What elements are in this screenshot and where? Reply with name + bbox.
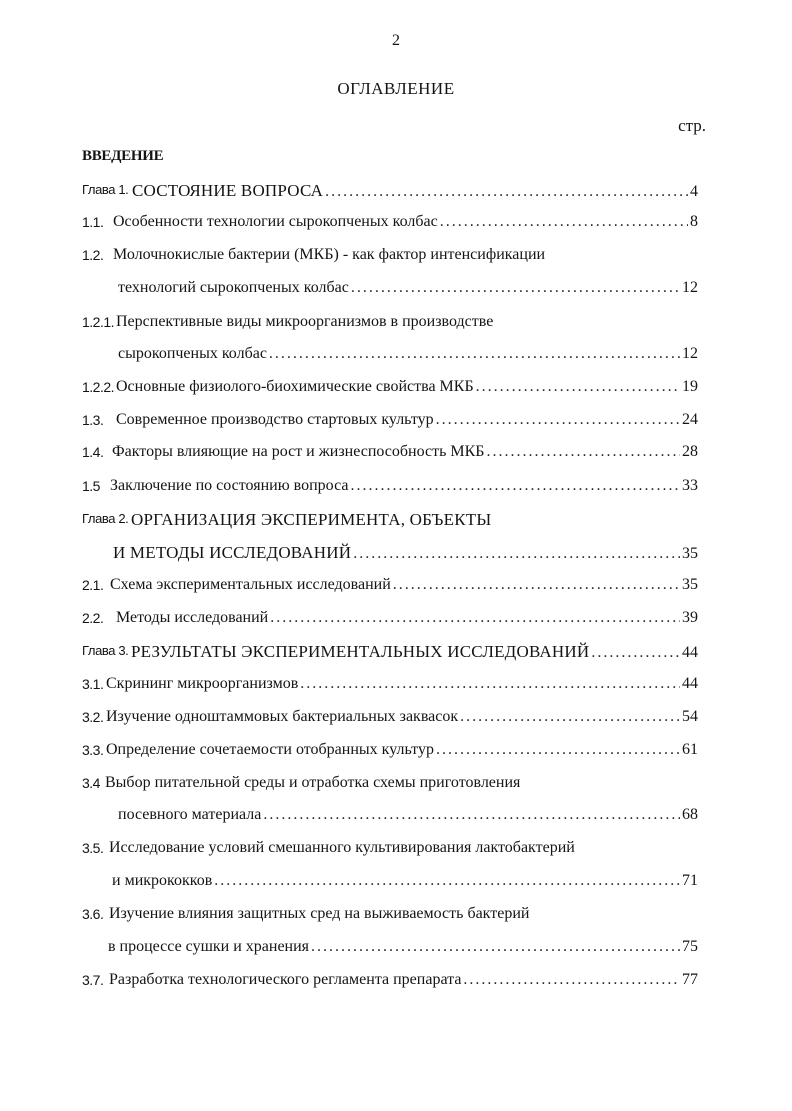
toc-entry-3-6-cont bbox=[0, 938, 792, 962]
entry-number: Глава 3. bbox=[82, 643, 129, 658]
entry-page: 71 bbox=[682, 872, 698, 889]
entry-number: Глава 1. bbox=[82, 182, 129, 197]
entry-page: 12 bbox=[682, 345, 698, 362]
dot-leader bbox=[353, 545, 680, 563]
dot-leader bbox=[263, 806, 680, 824]
entry-text-continued: сырокопченых колбас bbox=[118, 345, 267, 362]
entry-number: 3.6. bbox=[82, 906, 104, 922]
toc-entry-1-2-cont bbox=[0, 279, 792, 303]
dot-leader bbox=[476, 378, 680, 396]
toc-entry-3-2 bbox=[0, 708, 792, 732]
toc-entry-3-5-cont bbox=[0, 872, 792, 896]
entry-text-continued: технологий сырокопченых колбас bbox=[118, 279, 349, 296]
entry-page: 44 bbox=[682, 644, 698, 661]
entry-text: Скрининг микроорганизмов bbox=[106, 675, 299, 692]
toc-entry-chapter-2-cont bbox=[0, 543, 792, 567]
entry-text: Молочнокислые бактерии (МКБ) - как фактор интенсификации bbox=[113, 246, 546, 263]
toc-entry-2-2 bbox=[0, 609, 792, 633]
entry-page: 44 bbox=[682, 675, 698, 692]
dot-leader bbox=[350, 477, 680, 495]
toc-entry-3-4 bbox=[0, 774, 792, 798]
entry-text: Основные физиолого-биохимические свойства МКБ bbox=[116, 378, 474, 395]
entry-page: 77 bbox=[682, 971, 698, 988]
entry-page: 39 bbox=[682, 609, 698, 626]
toc-entry-chapter-2 bbox=[0, 510, 792, 534]
entry-text: Методы исследований bbox=[116, 609, 269, 626]
toc-entry-1-2-2 bbox=[0, 378, 792, 402]
entry-text-continued: И МЕТОДЫ ИССЛЕДОВАНИЙ bbox=[113, 543, 352, 562]
entry-number: 1.4. bbox=[82, 444, 104, 460]
entry-page: 12 bbox=[682, 279, 698, 296]
toc-entry-1-1 bbox=[0, 213, 792, 237]
entry-text: Схема экспериментальных исследований bbox=[110, 576, 391, 593]
dot-leader bbox=[325, 183, 688, 201]
dot-leader bbox=[440, 213, 688, 231]
entry-text-continued: посевного материала bbox=[118, 806, 262, 823]
entry-page: 61 bbox=[682, 741, 698, 758]
entry-number: 1.2.2. bbox=[82, 379, 115, 395]
page-number: 2 bbox=[392, 32, 400, 49]
entry-text: Изучение одноштаммовых бактериальных заквасок bbox=[106, 708, 459, 725]
toc-entry-3-1 bbox=[0, 675, 792, 699]
entry-text: РЕЗУЛЬТАТЫ ЭКСПЕРИМЕНТАЛЬНЫХ ИССЛЕДОВАНИЙ bbox=[131, 642, 590, 661]
entry-number: 2.2. bbox=[82, 610, 104, 626]
entry-text: Перспективные виды микроорганизмов в производстве bbox=[116, 313, 494, 330]
entry-page: 8 bbox=[690, 213, 698, 230]
toc-entry-2-1 bbox=[0, 576, 792, 600]
dot-leader bbox=[486, 443, 680, 461]
toc-entry-1-2-1-cont bbox=[0, 345, 792, 369]
toc-intro: ВВЕДЕНИЕ bbox=[82, 148, 164, 164]
toc-entry-1-4 bbox=[0, 443, 792, 467]
entry-text: Разработка технологического регламента препарата bbox=[109, 971, 462, 988]
dot-leader bbox=[270, 609, 680, 627]
entry-text-continued: и микрококков bbox=[112, 872, 213, 889]
dot-leader bbox=[311, 938, 680, 956]
entry-number: 3.4 bbox=[82, 775, 100, 791]
entry-page: 54 bbox=[682, 708, 698, 725]
entry-page: 28 bbox=[682, 443, 698, 460]
entry-number: 1.2.1. bbox=[82, 314, 115, 330]
entry-number: 1.2. bbox=[82, 247, 104, 263]
entry-text: Определение сочетаемости отобранных культур bbox=[106, 741, 434, 758]
dot-leader bbox=[351, 279, 680, 297]
dot-leader bbox=[460, 708, 680, 726]
toc-entry-1-5 bbox=[0, 477, 792, 501]
dot-leader bbox=[591, 644, 680, 662]
page-column-label: стр. bbox=[678, 116, 706, 135]
toc-entry-3-7 bbox=[0, 971, 792, 995]
entry-page: 24 bbox=[682, 411, 698, 428]
entry-text: Современное производство стартовых культур bbox=[116, 411, 434, 428]
toc-entry-3-6 bbox=[0, 905, 792, 929]
toc-entry-3-4-cont bbox=[0, 806, 792, 830]
entry-page: 68 bbox=[682, 806, 698, 823]
dot-leader bbox=[393, 576, 680, 594]
dot-leader bbox=[436, 741, 680, 759]
entry-text: Изучение влияния защитных сред на выживаемость бактерий bbox=[109, 905, 530, 922]
entry-page: 19 bbox=[682, 378, 698, 395]
entry-number: 3.1. bbox=[82, 676, 104, 692]
toc-entry-3-3 bbox=[0, 741, 792, 765]
entry-number: Глава 2. bbox=[82, 511, 129, 526]
entry-page: 75 bbox=[682, 938, 698, 955]
entry-text: Выбор питательной среды и отработка схемы приготовления bbox=[105, 774, 521, 791]
toc-entry-1-3 bbox=[0, 411, 792, 435]
entry-text: Исследование условий смешанного культивирования лактобактерий bbox=[109, 839, 575, 856]
entry-text-continued: в процессе сушки и хранения bbox=[108, 938, 310, 955]
entry-page: 33 bbox=[682, 477, 698, 494]
toc-entry-chapter-1 bbox=[0, 181, 792, 205]
dot-leader bbox=[214, 872, 680, 890]
entry-text: Особенности технологии сырокопченых колбас bbox=[113, 213, 438, 230]
toc-entry-1-2-1 bbox=[0, 313, 792, 337]
entry-text: СОСТОЯНИЕ ВОПРОСА bbox=[132, 181, 324, 200]
entry-page: 35 bbox=[682, 545, 698, 562]
entry-number: 3.5. bbox=[82, 840, 104, 856]
entry-number: 3.3. bbox=[82, 742, 104, 758]
entry-page: 4 bbox=[690, 183, 698, 200]
dot-leader bbox=[269, 345, 680, 363]
page-title: ОГЛАВЛЕНИЕ bbox=[337, 79, 455, 98]
entry-text: Заключение по состоянию вопроса bbox=[110, 477, 349, 494]
entry-number: 3.7. bbox=[82, 972, 104, 988]
dot-leader bbox=[300, 675, 680, 693]
entry-number: 1.1. bbox=[82, 214, 104, 230]
toc-entry-1-2 bbox=[0, 246, 792, 270]
toc-entry-3-5 bbox=[0, 839, 792, 863]
dot-leader bbox=[436, 411, 680, 429]
entry-page: 35 bbox=[682, 576, 698, 593]
entry-number: 3.2. bbox=[82, 709, 104, 725]
entry-text: Факторы влияющие на рост и жизнеспособность МКБ bbox=[112, 443, 485, 460]
entry-text: ОРГАНИЗАЦИЯ ЭКСПЕРИМЕНТА, ОБЪЕКТЫ bbox=[131, 510, 492, 529]
dot-leader bbox=[463, 971, 680, 989]
entry-number: 1.5 bbox=[82, 478, 100, 494]
toc-entry-chapter-3 bbox=[0, 642, 792, 666]
entry-number: 1.3. bbox=[82, 412, 104, 428]
entry-number: 2.1. bbox=[82, 577, 104, 593]
